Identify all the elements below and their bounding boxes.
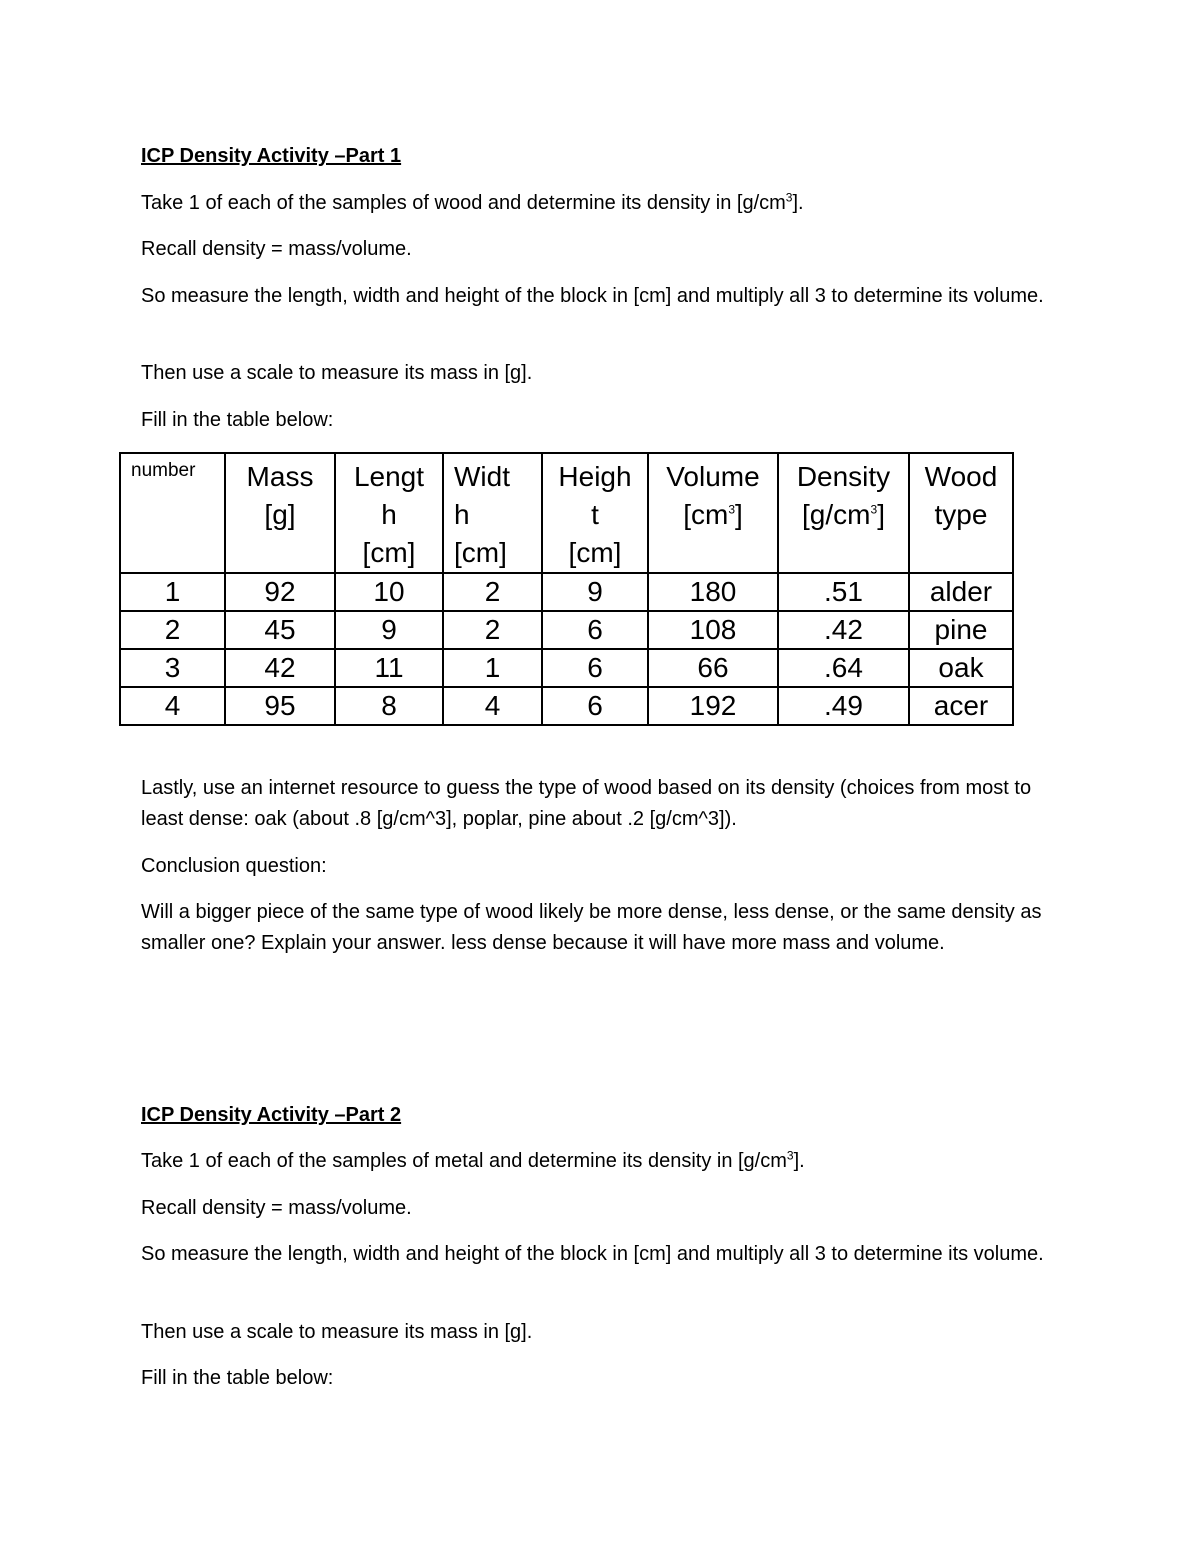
- part1-title: ICP Density Activity –Part 1: [141, 145, 402, 167]
- cell-wood-type: pine: [909, 611, 1013, 649]
- table-header-row: [120, 453, 1013, 573]
- cell-number: 3: [120, 649, 225, 687]
- cell-width: 2: [443, 611, 542, 649]
- cell-mass: 92: [225, 573, 335, 611]
- cell-height: 9: [542, 573, 648, 611]
- cell-volume: 192: [648, 687, 778, 725]
- cell-length: 8: [335, 687, 443, 725]
- header-length: Lengt h [cm]: [335, 453, 443, 573]
- table-row: [120, 649, 1013, 687]
- part1-intro: Take 1 of each of the samples of wood and determine its density in $[g/cm^3]$.: [141, 190, 804, 214]
- table-row: [120, 687, 1013, 725]
- header-wood-type: Wood type: [909, 453, 1013, 573]
- cell-volume: 66: [648, 649, 778, 687]
- cell-wood-type: alder: [909, 573, 1013, 611]
- cell-density: .42: [778, 611, 909, 649]
- part2-scale: Then use a scale to measure its mass in [g].: [141, 1321, 533, 1343]
- cell-mass: 42: [225, 649, 335, 687]
- part2-recall: Recall density = mass/volume.: [141, 1197, 412, 1219]
- cell-width: 1: [443, 649, 542, 687]
- cell-height: 6: [542, 649, 648, 687]
- cell-wood-type: oak: [909, 649, 1013, 687]
- header-width: Widt h [cm]: [443, 453, 542, 573]
- cell-height: 6: [542, 687, 648, 725]
- wood-density-table: [119, 452, 1014, 726]
- cell-length: 9: [335, 611, 443, 649]
- header-density: Density $[g/cm^3]$: [778, 453, 909, 573]
- cell-height: 6: [542, 611, 648, 649]
- cell-length: 10: [335, 573, 443, 611]
- cell-mass: 45: [225, 611, 335, 649]
- cell-width: 2: [443, 573, 542, 611]
- part1-measure: So measure the length, width and height of the block in [cm] and multiply all 3 to determine its volume.: [141, 285, 1044, 307]
- cell-volume: 108: [648, 611, 778, 649]
- cell-length: 11: [335, 649, 443, 687]
- header-height: Heigh t [cm]: [542, 453, 648, 573]
- header-number: number: [120, 453, 225, 573]
- cell-volume: 180: [648, 573, 778, 611]
- part2-title: ICP Density Activity –Part 2: [141, 1104, 402, 1126]
- part2-intro: Take 1 of each of the samples of metal and determine its density in $[g/cm^3]$.: [141, 1148, 805, 1172]
- cell-width: 4: [443, 687, 542, 725]
- part2-measure: So measure the length, width and height of the block in [cm] and multiply all 3 to determine its volume.: [141, 1243, 1044, 1265]
- cell-number: 4: [120, 687, 225, 725]
- part1-scale: Then use a scale to measure its mass in [g].: [141, 362, 533, 384]
- header-mass: Mass [g]: [225, 453, 335, 573]
- part1-fill: Fill in the table below:: [141, 409, 334, 431]
- part2-fill: Fill in the table below:: [141, 1367, 334, 1389]
- cell-number: 2: [120, 611, 225, 649]
- conclusion-question: Will a bigger piece of the same type of wood likely be more dense, less dense, or the same density as smaller one? Explain your answer. less dense because it will have more mass and volume.: [141, 901, 1042, 954]
- table-row: [120, 611, 1013, 649]
- part1-recall: Recall density = mass/volume.: [141, 238, 412, 260]
- cell-mass: 95: [225, 687, 335, 725]
- cell-number: 1: [120, 573, 225, 611]
- cell-density: .51: [778, 573, 909, 611]
- table-row: [120, 573, 1013, 611]
- cell-density: .64: [778, 649, 909, 687]
- header-volume: Volume $[cm^3]$: [648, 453, 778, 573]
- conclusion-label: Conclusion question:: [141, 855, 327, 877]
- lastly-paragraph: Lastly, use an internet resource to guess the type of wood based on its density (choices from most to least dense: oak (about .8 [g/cm^3], poplar, pine about .2 [g/cm^3]).: [141, 777, 1032, 830]
- cell-wood-type: acer: [909, 687, 1013, 725]
- cell-density: .49: [778, 687, 909, 725]
